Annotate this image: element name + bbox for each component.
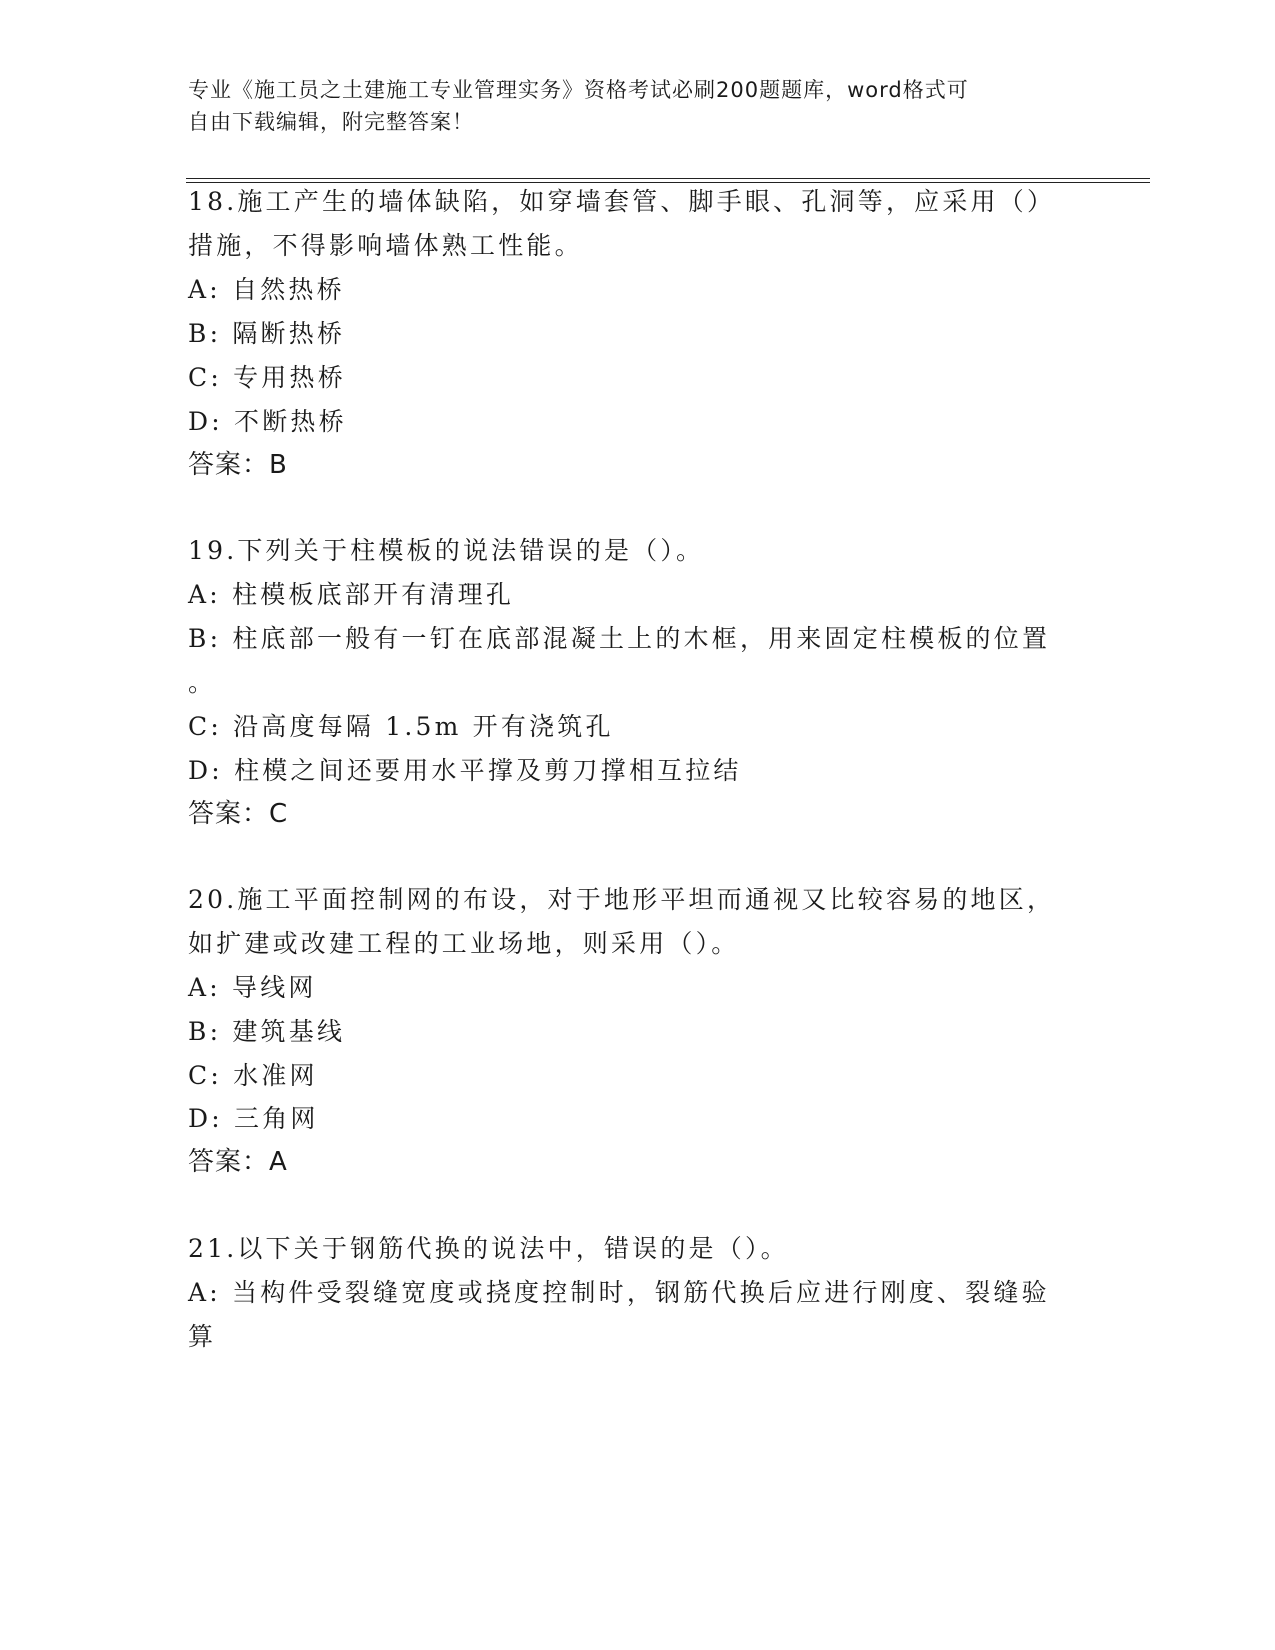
q20-option-c: C: 水准网 bbox=[188, 1061, 318, 1090]
q18-stem-line-2: 措施，不得影响墙体熟工性能。 bbox=[188, 231, 583, 260]
header-line-1: 专业《施工员之土建施工专业管理实务》资格考试必刷200题题库，word格式可 bbox=[188, 78, 969, 102]
document-header bbox=[188, 74, 1088, 138]
q20-option-a: A: 导线网 bbox=[188, 973, 317, 1002]
q21-option-a-line-1: A: 当构件受裂缝宽度或挠度控制时，钢筋代换后应进行刚度、裂缝验 bbox=[188, 1278, 1050, 1307]
header-line-2: 自由下载编辑，附完整答案！ bbox=[188, 110, 474, 134]
q18-option-d: D: 不断热桥 bbox=[188, 407, 347, 436]
q19-option-c: C: 沿高度每隔 1.5m 开有浇筑孔 bbox=[188, 712, 614, 741]
q20-option-b: B: 建筑基线 bbox=[188, 1017, 346, 1046]
q20-option-d: D: 三角网 bbox=[188, 1104, 319, 1133]
q19-stem-line-1: 19.下列关于柱模板的说法错误的是（）。 bbox=[188, 536, 705, 565]
q19-option-d: D: 柱模之间还要用水平撑及剪刀撑相互拉结 bbox=[188, 756, 742, 785]
q18-stem-line-1: 18.施工产生的墙体缺陷，如穿墙套管、脚手眼、孔洞等，应采用（） bbox=[188, 187, 1056, 216]
q21-option-a-line-2: 算 bbox=[188, 1322, 217, 1351]
header-rule-bottom bbox=[186, 182, 1150, 183]
q19-answer: 答案：C bbox=[188, 799, 289, 829]
q21-stem-line-1: 21.以下关于钢筋代换的说法中，错误的是（）。 bbox=[188, 1234, 789, 1263]
q20-answer: 答案：A bbox=[188, 1147, 288, 1177]
q20-stem-line-1: 20.施工平面控制网的布设，对于地形平坦而通视又比较容易的地区， bbox=[188, 885, 1056, 914]
q18-answer: 答案：B bbox=[188, 450, 288, 480]
q18-option-a: A: 自然热桥 bbox=[188, 275, 345, 304]
header-rule-top bbox=[186, 178, 1150, 179]
q19-option-a: A: 柱模板底部开有清理孔 bbox=[188, 580, 515, 609]
q18-option-c: C: 专用热桥 bbox=[188, 363, 346, 392]
q18-option-b: B: 隔断热桥 bbox=[188, 319, 346, 348]
q19-option-b-line-2: 。 bbox=[188, 668, 217, 697]
q19-option-b-line-1: B: 柱底部一般有一钉在底部混凝土上的木框，用来固定柱模板的位置 bbox=[188, 624, 1051, 653]
q20-stem-line-2: 如扩建或改建工程的工业场地，则采用（）。 bbox=[188, 929, 740, 958]
